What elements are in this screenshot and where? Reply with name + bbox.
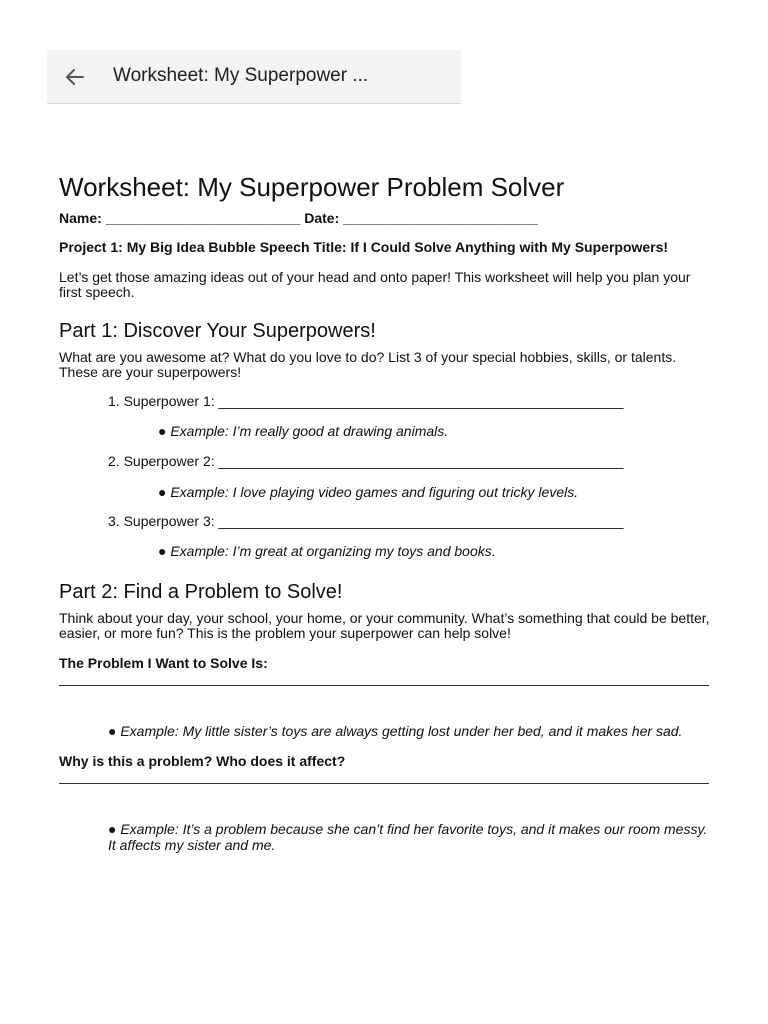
part2-heading: Part 2: Find a Problem to Solve! — [59, 581, 343, 603]
why-example: ● Example: It’s a problem because she can’t find her favorite toys, and it makes our room messy. It affects my sister and me. — [108, 821, 708, 853]
problem-example: ● Example: My little sister’s toys are always getting lost under her bed, and it makes her sad. — [108, 723, 683, 739]
why-label: Why is this a problem? Who does it affect? — [59, 753, 346, 769]
app-bar — [47, 50, 461, 104]
superpower-3-example: ● Example: I’m great at organizing my toys and books. — [158, 543, 496, 559]
intro-paragraph: Let’s get those amazing ideas out of your head and onto paper! This worksheet will help you plan your first speech. — [59, 269, 691, 300]
part1-text: What are you awesome at? What do you love to do? List 3 of your special hobbies, skills, or talents. These are your superpowers! — [59, 349, 677, 380]
superpower-2-example: ● Example: I love playing video games and figuring out tricky levels. — [158, 484, 579, 500]
back-arrow-icon[interactable] — [63, 65, 87, 89]
problem-answer-line — [59, 685, 709, 686]
why-answer-line — [59, 783, 709, 784]
superpower-1-example: ● Example: I’m really good at drawing animals. — [158, 423, 449, 439]
project-title: Project 1: My Big Idea Bubble Speech Title: If I Could Solve Anything with My Superpowers! — [59, 239, 669, 255]
document-title-bar: Worksheet: My Superpower ... — [113, 65, 369, 86]
part1-heading: Part 1: Discover Your Superpowers! — [59, 320, 376, 342]
name-date-line: Name: _________________________ Date: _________________________ — [59, 210, 538, 226]
page-title: Worksheet: My Superpower Problem Solver — [59, 172, 565, 202]
superpower-2-line: 2. Superpower 2: ____________________________________________________ — [108, 453, 624, 469]
problem-label: The Problem I Want to Solve Is: — [59, 655, 268, 671]
part2-text: Think about your day, your school, your home, or your community. What’s something that could be better, easier, or more fun? This is the problem your superpower can help solve! — [59, 610, 710, 641]
worksheet-document — [59, 170, 711, 853]
superpower-3-line: 3. Superpower 3: ____________________________________________________ — [108, 513, 624, 529]
superpower-1-line: 1. Superpower 1: ____________________________________________________ — [108, 393, 624, 409]
